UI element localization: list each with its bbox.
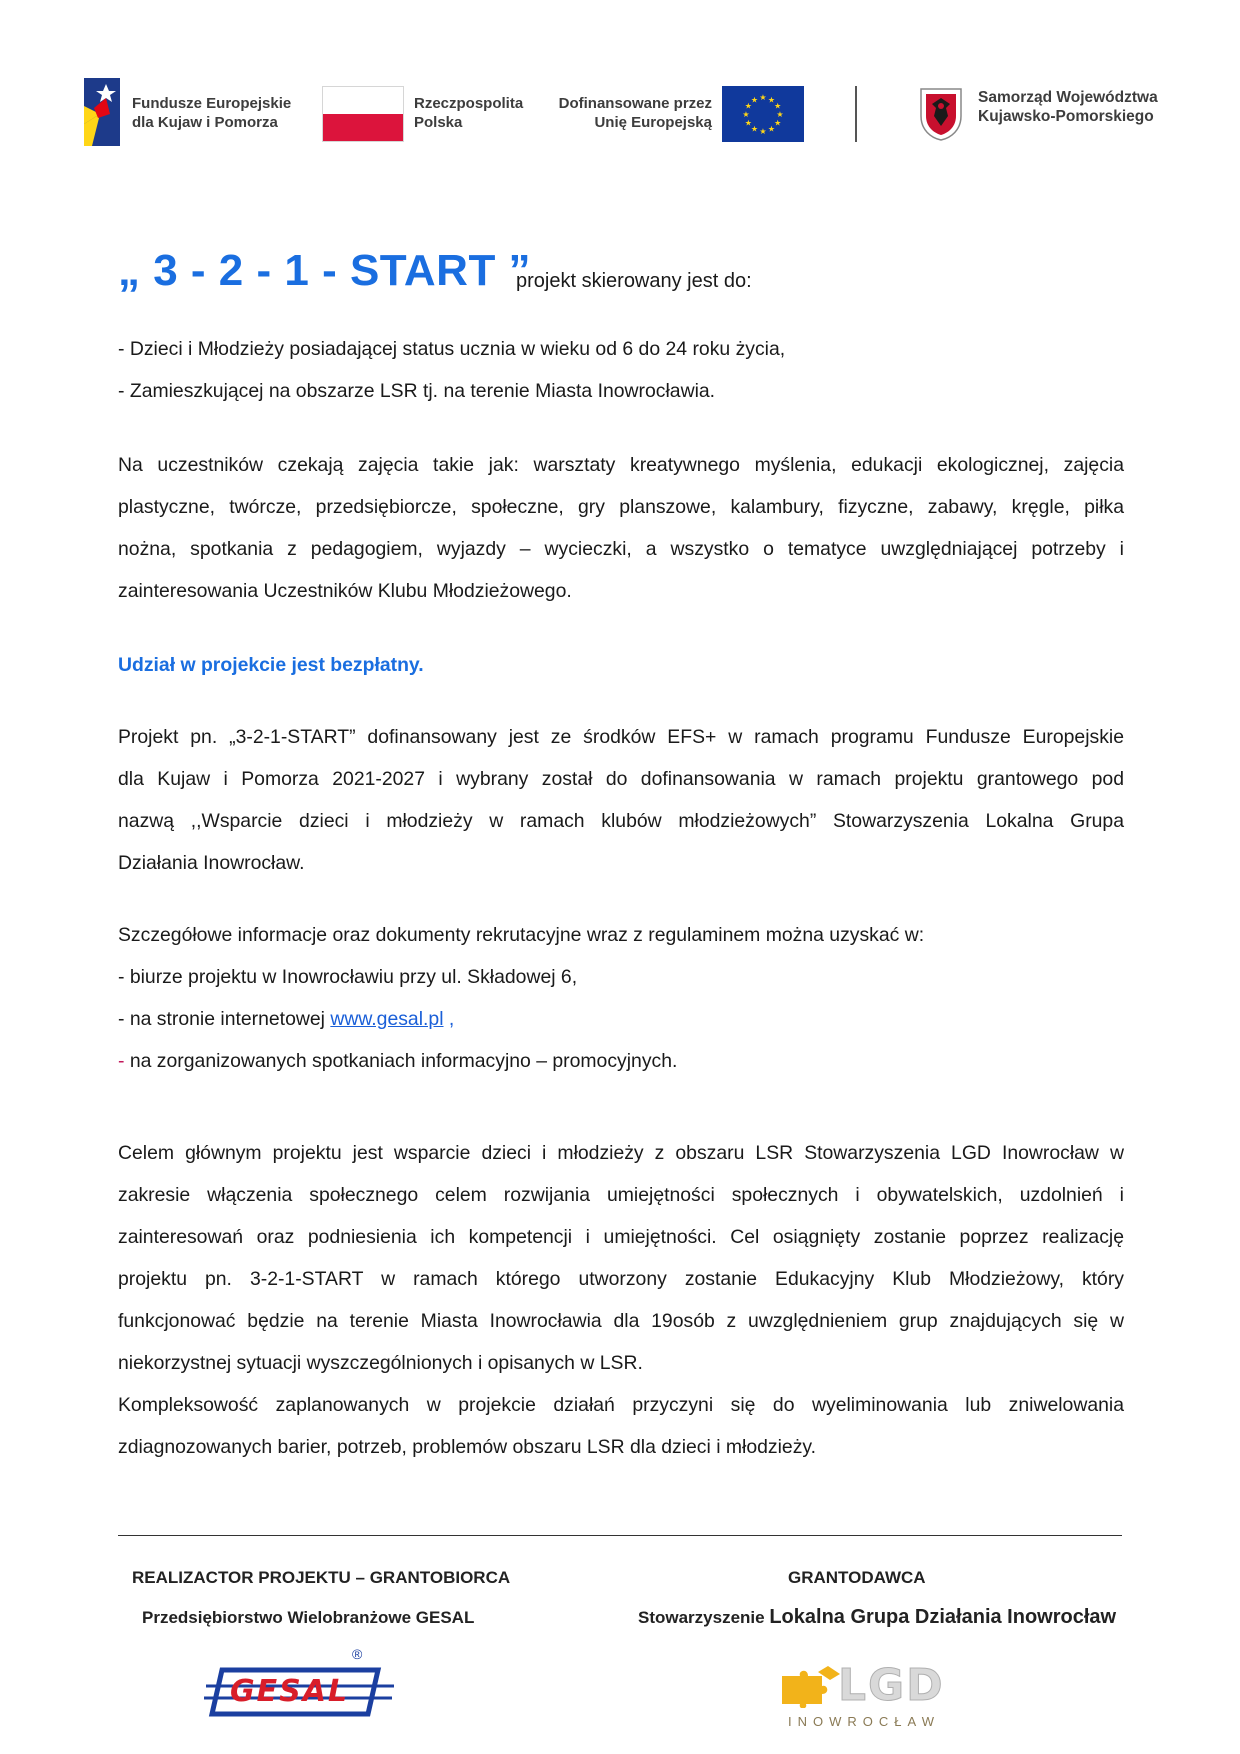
footer-right-heading: GRANTODAWCA [788, 1568, 926, 1587]
region-logo-text [978, 88, 1158, 126]
polish-flag-icon [322, 86, 404, 142]
eu-star-icon: ★ [750, 124, 759, 134]
fe-logo-icon [84, 78, 120, 146]
eu-logo-line2: Unię Europejską [594, 114, 712, 131]
eu-star-icon: ★ [744, 101, 752, 111]
complexity-line-1: Kompleksowość zaplanowanych w projekcie działań przyczyni się do wyeliminowania lub zniwelowania [118, 1394, 1124, 1416]
eu-star-icon: ★ [742, 110, 750, 119]
goal-line-6: niekorzystnej sytuacji wyszczególnionych i opisanych w LSR. [118, 1352, 643, 1374]
footer-left-name: Przedsiębiorstwo Wielobranżowe GESAL [142, 1608, 475, 1627]
info-website-suffix: , [443, 1008, 455, 1030]
pl-logo-text [414, 94, 523, 132]
info-website-prefix: - na stronie internetowej [118, 1008, 325, 1030]
eu-star-icon: ★ [750, 95, 759, 105]
footer-right-name [638, 1606, 1116, 1629]
funding-line-2: dla Kujaw i Pomorza 2021-2027 i wybrany został do dofinansowania w ramach projektu grantowego pod [118, 768, 1124, 790]
project-title-suffix: projekt skierowany jest do: [516, 270, 752, 292]
gesal-logo-text: GESAL [230, 1674, 350, 1709]
footer-right-name-prefix: Stowarzyszenie [638, 1608, 765, 1627]
eu-star-icon: ★ [744, 118, 752, 128]
region-crest-icon [918, 86, 964, 142]
footer-right-name-main: Lokalna Grupa Działania Inowrocław [769, 1606, 1117, 1628]
goal-line-3: zainteresowań oraz podniesienia ich kompetencji i umiejętności. Cel osiągnięty zostanie poprzez realizację [118, 1226, 1124, 1248]
pl-logo-line2: Polska [414, 114, 463, 131]
info-meetings-text: na zorganizowanych spotkaniach informacyjno – promocyjnych. [124, 1050, 678, 1072]
eu-logo-text [552, 94, 712, 132]
lgd-logo-subtext: INOWROCŁAW [788, 1714, 940, 1729]
eu-star-icon: ★ [774, 101, 782, 111]
lgd-puzzle-icon [778, 1664, 842, 1708]
fe-logo-line1: Fundusze Europejskie [132, 95, 292, 112]
fe-logo-line2: dla Kujaw i Pomorza [132, 114, 278, 131]
eu-star-icon: ★ [776, 110, 784, 119]
footer-divider [118, 1535, 1122, 1536]
target-group-item-2: - Zamieszkującej na obszarze LSR tj. na terenie Miasta Inowrocławia. [118, 380, 716, 402]
goal-line-2: zakresie włączenia społecznego celem rozwijania umiejętności społecznych i obywatelskich, uzdolnień i [118, 1184, 1124, 1206]
activities-line-4: zainteresowania Uczestników Klubu Młodzieżowego. [118, 580, 572, 602]
eu-star-icon: ★ [759, 127, 767, 136]
eu-logo-line1: Dofinansowane przez [558, 95, 712, 112]
funding-line-1: Projekt pn. „3-2-1-START” dofinansowany jest ze środków EFS+ w ramach programu Fundusze Europejskie [118, 726, 1124, 748]
complexity-line-2: zdiagnozowanych barier, potrzeb, problemów obszaru LSR dla dzieci i młodzieży. [118, 1436, 817, 1458]
gesal-registered-mark: ® [352, 1646, 363, 1662]
info-meetings-dash: - [118, 1050, 125, 1072]
gesal-logo [200, 1646, 400, 1732]
eu-star-icon: ★ [767, 95, 776, 105]
gesal-website-link[interactable]: www.gesal.pl [330, 1008, 444, 1030]
eu-star-icon: ★ [767, 124, 776, 134]
region-logo-line1: Samorząd Województwa [978, 89, 1158, 106]
funding-line-4: Działania Inowrocław. [118, 852, 305, 874]
fe-logo-text [132, 94, 291, 132]
footer-left-heading: REALIZACTOR PROJEKTU – GRANTOBIORCA [132, 1568, 511, 1587]
header-divider [855, 86, 857, 142]
info-office: - biurze projektu w Inowrocławiu przy ul. Składowej 6, [118, 966, 578, 988]
target-group-item-1: - Dzieci i Młodzieży posiadającej status ucznia w wieku od 6 do 24 roku życia, [118, 338, 786, 360]
info-meetings [118, 1040, 677, 1082]
pl-logo-line1: Rzeczpospolita [414, 95, 524, 112]
eu-star-icon: ★ [774, 118, 782, 128]
info-intro: Szczegółowe informacje oraz dokumenty rekrutacyjne wraz z regulaminem można uzyskać w: [118, 924, 925, 946]
goal-line-1: Celem głównym projektu jest wsparcie dzieci i młodzieży z obszaru LSR Stowarzyszenia LGD Inowrocław w [118, 1142, 1124, 1164]
funding-line-3: nazwą ,,Wsparcie dzieci i młodzieży w ramach klubów młodzieżowych” Stowarzyszenia Lokalna Grupa [118, 810, 1124, 832]
header-logos [0, 0, 1240, 170]
region-logo-line2: Kujawsko-Pomorskiego [978, 108, 1154, 125]
free-participation-notice: Udział w projekcie jest bezpłatny. [118, 654, 424, 676]
info-website [118, 998, 454, 1040]
goal-line-4: projektu pn. 3-2-1-START w ramach którego utworzony zostanie Edukacyjny Klub Młodzieżowy, który [118, 1268, 1124, 1290]
eu-flag-icon [722, 86, 804, 142]
project-title: „ 3 - 2 - 1 - START ” [118, 246, 532, 295]
activities-line-3: nożna, spotkania z pedagogiem, wyjazdy – wycieczki, a wszystko o tematyce uwzględniającej potrzeby i [118, 538, 1124, 560]
eu-star-icon: ★ [759, 93, 767, 102]
lgd-logo-text: LGD [838, 1660, 945, 1711]
lgd-logo [778, 1660, 978, 1740]
goal-line-5: funkcjonować będzie na terenie Miasta Inowrocławia dla 19osób z uwzględnieniem grup znajdujących się w [118, 1310, 1124, 1332]
activities-line-2: plastyczne, twórcze, przedsiębiorcze, społeczne, gry planszowe, kalambury, fizyczne, zabawy, kręgle, piłka [118, 496, 1124, 518]
activities-line-1: Na uczestników czekają zajęcia takie jak: warsztaty kreatywnego myślenia, edukacji ekologicznej, zajęcia [118, 454, 1124, 476]
